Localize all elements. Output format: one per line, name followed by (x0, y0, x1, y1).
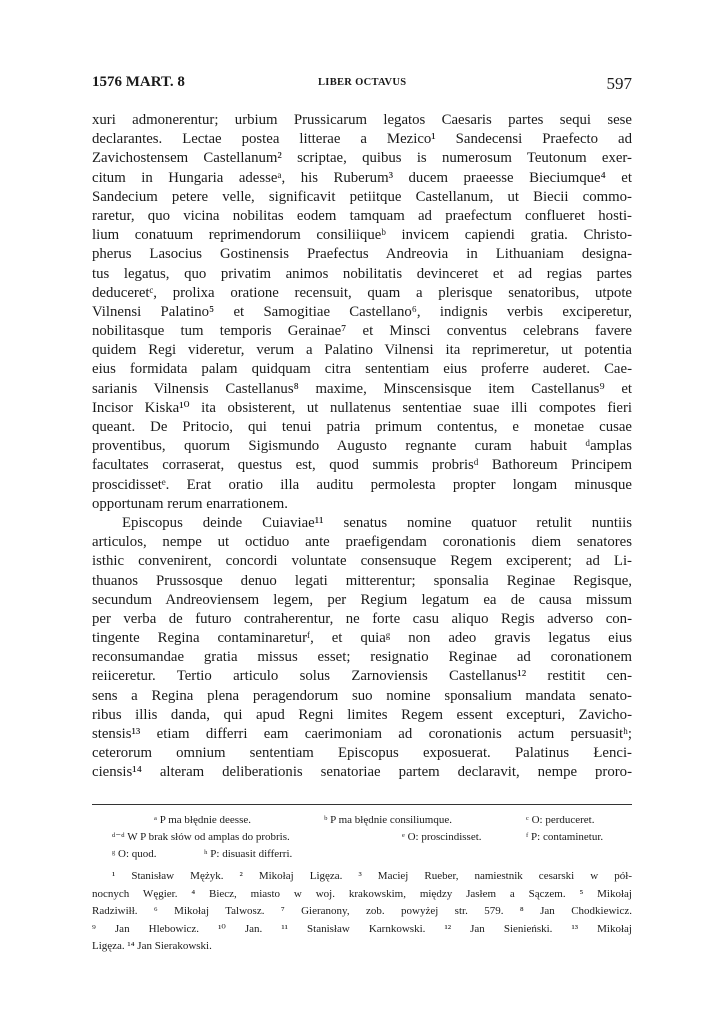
body-text (92, 111, 632, 783)
textual-note: ᵈ⁻ᵈ W P brak słów od amplas do probris. (112, 831, 290, 843)
textual-note: ᵇ P ma błędnie consiliumque. (324, 814, 452, 826)
footnote-divider (92, 804, 632, 805)
body-line: isthic convenirent, concordi voluntate consensuque Regem exciperent; ad Li- (92, 553, 632, 570)
textual-note-row (92, 812, 632, 829)
body-line: thuanos Prussosque denuo legati mitterentur; sponsalia Reginae Regisque, (92, 572, 632, 589)
body-line: reiiceretur. Tertio articulo solus Zarnoviensis Castellanus¹² restitit cen- (92, 668, 632, 685)
body-line: pherus Lasocius Gostinensis Praefectus Andreovia in Lithuaniam designa- (92, 246, 632, 263)
footnote-line: Ligęza. ¹⁴ Jan Sierakowski. (92, 940, 212, 952)
footnote-line: Radziwiłł. ⁶ Mikołaj Talwosz. ⁷ Gieranony, zob. powyżej str. 579. ⁸ Jan Chodkiewicz. (92, 905, 632, 917)
body-line: nobilitasque tum temporis Gerainae⁷ et Minsci conventus celebrans favere (92, 323, 632, 340)
body-line: facultates corraserat, questus est, quod summis probrisᵈ Bathoreum Principem (92, 457, 632, 474)
footnotes (92, 868, 632, 956)
textual-note-row (92, 829, 632, 846)
textual-note: ᵍ O: quod. (112, 848, 157, 860)
body-line: articulos, nempe ut octiduo ante praefigendam coronationis diem senatores (92, 534, 632, 551)
body-line: quidem Regi videretur, verum a Palatino Vilnensi ita reprimeretur, ut potentia (92, 342, 632, 359)
textual-note: ʰ P: disuasit differri. (204, 848, 293, 860)
body-line: Sandecium petere velle, significavit petiitque Castellanum, ut Biecii commo- (92, 188, 632, 205)
body-line: xuri admonerentur; urbium Prussicarum legatos Caesaris partes sequi sese (92, 112, 632, 128)
textual-note: ᵃ P ma błędnie deesse. (154, 814, 251, 826)
body-line: stensis¹³ etiam differri eam caerimoniam ad coronationis actum persuasitʰ; (92, 726, 632, 742)
body-line: opportunam rerum enarrationem. (92, 495, 288, 512)
body-line: ribus illis danda, qui apud Regni limites Regem essent excepturi, Zavicho- (92, 706, 632, 723)
body-line: Incisor Kiska¹⁰ ita obsisterent, ut nullatenus sententiae suae illi compotes fieri (92, 399, 632, 416)
header-book-title: LIBER OCTAVUS (318, 77, 407, 88)
textual-notes (92, 812, 632, 863)
body-line: per verba de futuro contraherentur, ne forte casu aliquo Regis adverso con- (92, 610, 632, 627)
body-line: sens a Regina plena peragendorum suo nomine sponsalium mandata senato- (92, 687, 632, 704)
body-line: sarianis Vilnensis Castellanus⁸ maxime, Minscensisque item Castellanus⁹ et (92, 380, 632, 397)
body-line: raretur, quo vicina nobilitas eodem tamquam ad praefectum conflueret hosti- (92, 207, 632, 224)
body-line: eius formidata palam quidquam citra sententiam eius proferre auderet. Cae- (92, 361, 632, 378)
textual-note: ᶠ P: contaminetur. (526, 831, 604, 843)
body-line: secundum Andreoviensem legem, per Regium legatum ea de causa missum (92, 591, 632, 608)
body-line: citum in Hungaria adesseᵃ, his Ruberum³ ducem praeesse Bieciumque⁴ et (92, 169, 632, 186)
body-line: reconsumandae gratia missus esset; resignatio Reginae ad coronationem (92, 649, 632, 666)
textual-note-row (92, 846, 632, 863)
textual-note: ᵉ O: proscindisset. (402, 831, 482, 843)
page-number: 597 (606, 74, 632, 93)
body-line: proventibus, quorum Sigismundo Augusto regnante curam habuit ᵈamplas (92, 438, 632, 455)
body-line: Vilnensi Palatino⁵ et Samogitiae Castellano⁶, indignis verbis exciperetur, (92, 303, 632, 320)
body-line: Zavichostensem Castellanum² scriptae, quibus is numerosum Teutonum exer- (92, 150, 632, 167)
footnote-line: ⁹ Jan Hlebowicz. ¹⁰ Jan. ¹¹ Stanisław Karnkowski. ¹² Jan Sienieński. ¹³ Mikołaj (92, 922, 632, 935)
header-date: 1576 MART. 8 (92, 74, 185, 90)
body-line: declarantes. Lectae postea litterae a Mezico¹ Sandecensi Praefecto ad (92, 131, 632, 148)
body-line: tus legatus, quo privatim animos nobilitatis devinceret et ad regias partes (92, 265, 632, 282)
page-header (92, 74, 632, 98)
body-line: Episcopus deinde Cuiaviae¹¹ senatus nomine quatuor retulit nuntiis (122, 514, 632, 531)
body-line: ciensis¹⁴ alteram deliberationis senatoriae partem declaravit, nempe proro- (92, 764, 632, 781)
body-line: proscidissetᵉ. Erat oratio illa auditu permolesta propter longam minusque (92, 476, 632, 493)
textual-note: ᶜ O: perduceret. (526, 814, 595, 826)
body-line: tingente Regina contaminareturᶠ, et quiaᵍ non adeo gravis legatus eius (92, 630, 632, 647)
body-line: ceterorum omnium sententiam Episcopus exposuerat. Palatinus Łenci- (92, 745, 632, 762)
body-line: lium conatuum reprimendorum consiliiqueᵇ invicem capiendi gratia. Christo- (92, 227, 632, 244)
footnote-line: ¹ Stanisław Mężyk. ² Mikołaj Ligęza. ³ Maciej Rueber, namiestnik cesarski w pół- (112, 870, 632, 882)
body-line: deduceretᶜ, prolixa oratione recensuit, quam a plerisque senatoribus, utpote (92, 284, 632, 301)
body-line: queant. De Pritocio, qui tenui patria primum contentus, e monetae cusae (92, 419, 632, 435)
footnote-line: nocnych Węgier. ⁴ Biecz, miasto w woj. krakowskim, między Jasłem a Sączem. ⁵ Mikołaj (92, 887, 632, 900)
